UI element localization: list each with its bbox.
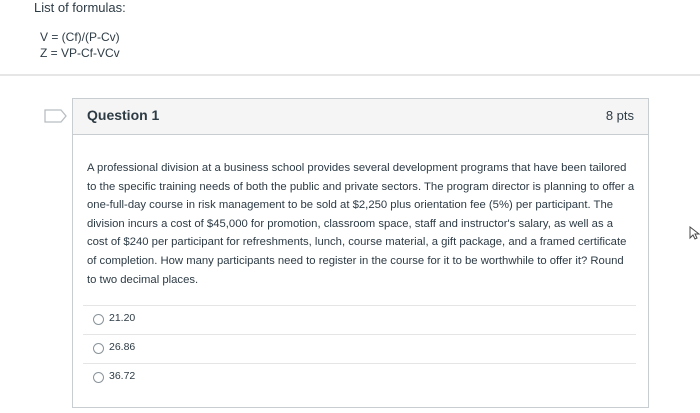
answer-label: 21.20: [109, 312, 136, 324]
question-title: Question 1: [87, 107, 160, 123]
question-points: 8 pts: [605, 108, 634, 123]
mouse-cursor-icon: [689, 226, 700, 240]
answer-label: 26.86: [109, 341, 136, 353]
answer-label: 36.72: [109, 370, 136, 382]
question-card: [72, 98, 649, 408]
question-header: [73, 99, 648, 135]
section-divider: [0, 74, 700, 76]
radio-button[interactable]: [93, 314, 104, 325]
answer-option[interactable]: [83, 334, 636, 362]
formula-v: V = (Cf)/(P-Cv): [40, 30, 120, 44]
radio-button[interactable]: [93, 372, 104, 383]
question-text: A professional division at a business school provides several development programs that have been tailored to the specific training needs of both the public and private sectors. The program director is planning to offer a one-full-day course in risk management to be sold at $2,250 plus orientation fee (5%) per participant. The division incurs a cost of $45,000 for promotion, classroom space, staff and instructor's salary, as well as a cost of $240 per participant for refreshments, lunch, course material, a gift package, and a framed certificate of completion. How many participants need to register in the course for it to be worthwhile to offer it? Round to two decimal places.: [87, 162, 635, 286]
answer-option[interactable]: [83, 363, 636, 391]
bookmark-flag-icon[interactable]: [44, 109, 68, 123]
answer-option[interactable]: [83, 305, 636, 333]
formulas-header: List of formulas:: [34, 0, 126, 15]
formula-z: Z = VP-Cf-VCv: [40, 46, 120, 60]
radio-button[interactable]: [93, 343, 104, 354]
